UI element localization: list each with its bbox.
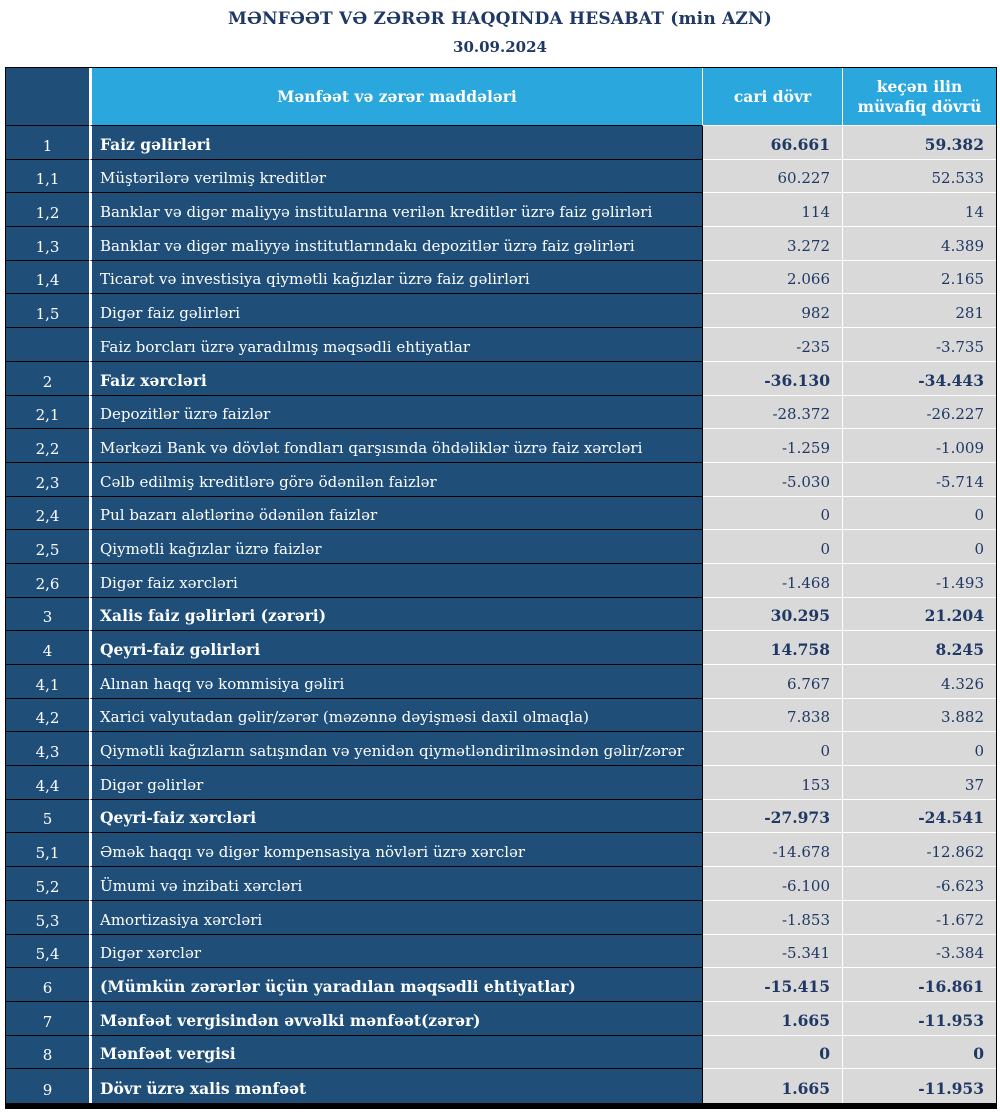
- row-current-value: 14.758: [703, 631, 843, 665]
- row-current-value: 60.227: [703, 160, 843, 194]
- table-row: [6, 261, 996, 295]
- table-row: [6, 699, 996, 733]
- row-current-value: 66.661: [703, 126, 843, 160]
- row-number: 6: [6, 968, 89, 1002]
- row-current-value: 0: [703, 530, 843, 564]
- row-previous-value: -5.714: [843, 463, 996, 497]
- row-number: 1,4: [6, 261, 89, 295]
- row-label: Depozitlər üzrə faizlər: [89, 396, 703, 430]
- row-previous-value: 3.882: [843, 699, 996, 733]
- row-label: Pul bazarı alətlərinə ödənilən faizlər: [89, 497, 703, 531]
- row-label: Amortizasiya xərcləri: [89, 901, 703, 935]
- column-header-previous-period: keçən ilin müvafiq dövrü: [843, 68, 996, 126]
- row-current-value: 1.665: [703, 1069, 843, 1103]
- row-previous-value: -12.862: [843, 833, 996, 867]
- row-previous-value: -34.443: [843, 362, 996, 396]
- row-current-value: -5.341: [703, 935, 843, 969]
- row-previous-value: -11.953: [843, 1002, 996, 1036]
- row-previous-value: -3.735: [843, 328, 996, 362]
- row-label: Banklar və digər maliyyə institularına verilən kreditlər üzrə faiz gəlirləri: [89, 193, 703, 227]
- row-current-value: 0: [703, 497, 843, 531]
- row-previous-value: 59.382: [843, 126, 996, 160]
- row-previous-value: -1.009: [843, 429, 996, 463]
- table-row: [6, 429, 996, 463]
- table-row: [6, 631, 996, 665]
- row-label: Qeyri-faiz xərcləri: [89, 800, 703, 834]
- row-previous-value: 4.326: [843, 665, 996, 699]
- row-label: Mənfəət vergisindən əvvəlki mənfəət(zərər): [89, 1002, 703, 1036]
- row-current-value: 0: [703, 732, 843, 766]
- table-body: [6, 126, 996, 1103]
- table-row: [6, 1036, 996, 1070]
- row-number: 1: [6, 126, 89, 160]
- row-label: Müştərilərə verilmiş kreditlər: [89, 160, 703, 194]
- row-number: 5,2: [6, 867, 89, 901]
- table-row: [6, 530, 996, 564]
- table-row: [6, 160, 996, 194]
- row-number: 2,1: [6, 396, 89, 430]
- table-row: [6, 497, 996, 531]
- row-previous-value: -1.493: [843, 564, 996, 598]
- row-previous-value: -1.672: [843, 901, 996, 935]
- row-label: Alınan haqq və kommisiya gəliri: [89, 665, 703, 699]
- row-number: 5,3: [6, 901, 89, 935]
- row-number: [6, 328, 89, 362]
- row-current-value: 2.066: [703, 261, 843, 295]
- row-label: Əmək haqqı və digər kompensasiya növləri üzrə xərclər: [89, 833, 703, 867]
- table-row: [6, 126, 996, 160]
- row-number: 1,3: [6, 227, 89, 261]
- row-current-value: -1.259: [703, 429, 843, 463]
- table-row: [6, 294, 996, 328]
- row-label: Digər gəlirlər: [89, 766, 703, 800]
- row-label: Banklar və digər maliyyə institutlarındakı depozitlər üzrə faiz gəlirləri: [89, 227, 703, 261]
- row-previous-value: -26.227: [843, 396, 996, 430]
- row-current-value: -6.100: [703, 867, 843, 901]
- row-label: Ümumi və inzibati xərcləri: [89, 867, 703, 901]
- table-header-row: [6, 68, 996, 126]
- row-label: Faiz borcları üzrə yaradılmış məqsədli ehtiyatlar: [89, 328, 703, 362]
- row-current-value: 982: [703, 294, 843, 328]
- row-current-value: -28.372: [703, 396, 843, 430]
- row-previous-value: -16.861: [843, 968, 996, 1002]
- row-current-value: 3.272: [703, 227, 843, 261]
- row-current-value: -36.130: [703, 362, 843, 396]
- row-label: Dövr üzrə xalis mənfəət: [89, 1069, 703, 1103]
- row-previous-value: -11.953: [843, 1069, 996, 1103]
- row-number: 3: [6, 598, 89, 632]
- table-row: [6, 227, 996, 261]
- row-number: 4,3: [6, 732, 89, 766]
- table-row: [6, 328, 996, 362]
- row-label: Mərkəzi Bank və dövlət fondları qarşısında öhdəliklər üzrə faiz xərcləri: [89, 429, 703, 463]
- row-previous-value: 0: [843, 1036, 996, 1070]
- row-current-value: -15.415: [703, 968, 843, 1002]
- row-number: 2,2: [6, 429, 89, 463]
- row-label: Qiymətli kağızlar üzrə faizlər: [89, 530, 703, 564]
- row-previous-value: 37: [843, 766, 996, 800]
- row-previous-value: 0: [843, 497, 996, 531]
- row-label: Qeyri-faiz gəlirləri: [89, 631, 703, 665]
- table-row: [6, 833, 996, 867]
- table-row: [6, 463, 996, 497]
- table-row: [6, 1002, 996, 1036]
- row-current-value: 0: [703, 1036, 843, 1070]
- row-label: Digər faiz xərcləri: [89, 564, 703, 598]
- table-row: [6, 362, 996, 396]
- report-title: MƏNFƏƏT VƏ ZƏRƏR HAQQINDA HESABAT (min AZN): [228, 9, 772, 29]
- row-current-value: 30.295: [703, 598, 843, 632]
- row-current-value: 153: [703, 766, 843, 800]
- row-label: Faiz gəlirləri: [89, 126, 703, 160]
- row-number: 5,4: [6, 935, 89, 969]
- row-previous-value: 8.245: [843, 631, 996, 665]
- row-label: Qiymətli kağızların satışından və yenidən qiymətləndirilməsindən gəlir/zərər: [89, 732, 703, 766]
- table-row: [6, 935, 996, 969]
- row-current-value: -14.678: [703, 833, 843, 867]
- row-previous-value: -3.384: [843, 935, 996, 969]
- row-label: Cəlb edilmiş kreditlərə görə ödənilən faizlər: [89, 463, 703, 497]
- row-previous-value: 52.533: [843, 160, 996, 194]
- profit-loss-table: [5, 67, 997, 1109]
- row-previous-value: -6.623: [843, 867, 996, 901]
- row-number: 2,4: [6, 497, 89, 531]
- row-number: 2,6: [6, 564, 89, 598]
- table-row: [6, 766, 996, 800]
- row-previous-value: 0: [843, 530, 996, 564]
- row-previous-value: -24.541: [843, 800, 996, 834]
- table-row: [6, 867, 996, 901]
- row-previous-value: 21.204: [843, 598, 996, 632]
- table-row: [6, 800, 996, 834]
- column-header-current-period: cari dövr: [703, 68, 843, 126]
- row-label: (Mümkün zərərlər üçün yaradılan məqsədli ehtiyatlar): [89, 968, 703, 1002]
- table-row: [6, 564, 996, 598]
- corner-header-cell: [6, 68, 89, 126]
- row-previous-value: 2.165: [843, 261, 996, 295]
- row-current-value: -5.030: [703, 463, 843, 497]
- row-number: 5,1: [6, 833, 89, 867]
- table-row: [6, 193, 996, 227]
- column-header-items: Mənfəət və zərər maddələri: [89, 68, 703, 126]
- row-current-value: -27.973: [703, 800, 843, 834]
- row-label: Digər xərclər: [89, 935, 703, 969]
- table-row: [6, 968, 996, 1002]
- row-number: 1,1: [6, 160, 89, 194]
- report-date: 30.09.2024: [453, 38, 547, 56]
- row-current-value: -1.853: [703, 901, 843, 935]
- row-current-value: 114: [703, 193, 843, 227]
- table-row: [6, 901, 996, 935]
- row-number: 5: [6, 800, 89, 834]
- row-label: Digər faiz gəlirləri: [89, 294, 703, 328]
- row-current-value: -235: [703, 328, 843, 362]
- table-row: [6, 732, 996, 766]
- row-label: Ticarət və investisiya qiymətli kağızlar üzrə faiz gəlirləri: [89, 261, 703, 295]
- row-label: Xalis faiz gəlirləri (zərəri): [89, 598, 703, 632]
- row-number: 4,2: [6, 699, 89, 733]
- row-previous-value: 0: [843, 732, 996, 766]
- row-label: Xarici valyutadan gəlir/zərər (məzənnə dəyişməsi daxil olmaqla): [89, 699, 703, 733]
- row-current-value: 1.665: [703, 1002, 843, 1036]
- row-number: 8: [6, 1036, 89, 1070]
- row-label: Mənfəət vergisi: [89, 1036, 703, 1070]
- row-current-value: 7.838: [703, 699, 843, 733]
- row-previous-value: 281: [843, 294, 996, 328]
- table-row: [6, 665, 996, 699]
- row-number: 7: [6, 1002, 89, 1036]
- row-number: 4,4: [6, 766, 89, 800]
- row-number: 9: [6, 1069, 89, 1103]
- row-current-value: -1.468: [703, 564, 843, 598]
- row-previous-value: 4.389: [843, 227, 996, 261]
- row-number: 1,5: [6, 294, 89, 328]
- row-number: 4,1: [6, 665, 89, 699]
- row-label: Faiz xərcləri: [89, 362, 703, 396]
- table-row: [6, 1069, 996, 1103]
- row-number: 1,2: [6, 193, 89, 227]
- row-number: 2: [6, 362, 89, 396]
- row-current-value: 6.767: [703, 665, 843, 699]
- row-number: 4: [6, 631, 89, 665]
- row-previous-value: 14: [843, 193, 996, 227]
- table-row: [6, 598, 996, 632]
- table-row: [6, 396, 996, 430]
- row-number: 2,3: [6, 463, 89, 497]
- row-number: 2,5: [6, 530, 89, 564]
